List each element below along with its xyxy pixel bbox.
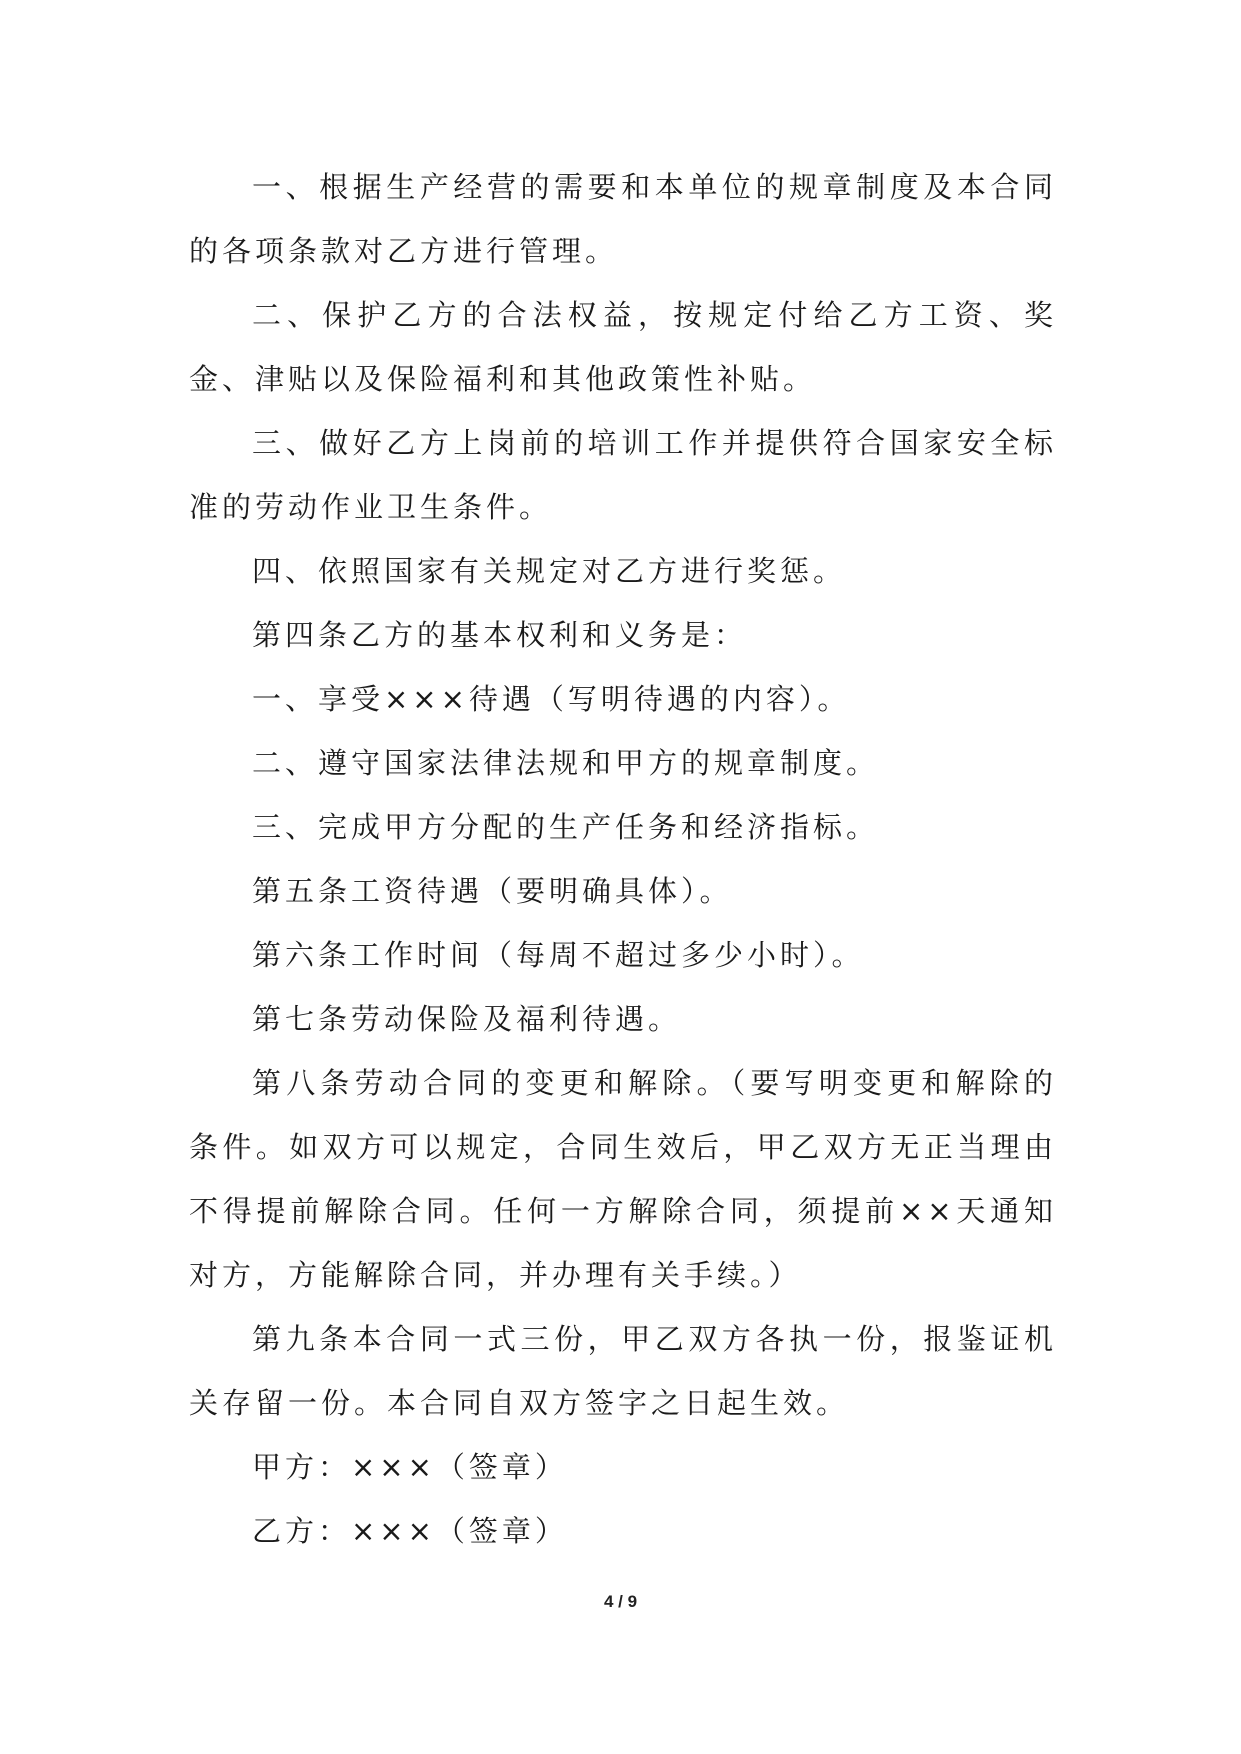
- signature-party-a: 甲方：×××（签章）: [252, 1450, 568, 1484]
- paragraph-article-5: 第五条工资待遇（要明确具体）。: [252, 874, 733, 908]
- paragraph-duty-2: 二、保护乙方的合法权益，按规定付给乙方工资、奖金、津贴以及保险福利和其他政策性补贴。: [189, 298, 1057, 396]
- page-number: 4 / 9: [603, 1592, 638, 1611]
- paragraph-duty-3: 三、做好乙方上岗前的培训工作并提供符合国家安全标准的劳动作业卫生条件。: [189, 426, 1057, 524]
- paragraph-duty-1: 一、根据生产经营的需要和本单位的规章制度及本合同的各项条款对乙方进行管理。: [189, 170, 1057, 268]
- paragraph-right-2: 二、遵守国家法律法规和甲方的规章制度。: [252, 746, 880, 780]
- paragraph-right-3: 三、完成甲方分配的生产任务和经济指标。: [252, 810, 880, 844]
- paragraph-article-7: 第七条劳动保险及福利待遇。: [252, 1002, 682, 1036]
- paragraph-duty-4: 四、依照国家有关规定对乙方进行奖惩。: [252, 554, 847, 588]
- paragraph-right-1: 一、享受×××待遇（写明待遇的内容）。: [252, 682, 851, 716]
- document-body: [189, 155, 1057, 1563]
- paragraph-article-4: 第四条乙方的基本权利和义务是：: [252, 618, 748, 652]
- paragraph-article-9: 第九条本合同一式三份，甲乙双方各执一份，报鉴证机关存留一份。本合同自双方签字之日起生效。: [189, 1322, 1057, 1420]
- paragraph-article-6: 第六条工作时间（每周不超过多少小时）。: [252, 938, 865, 972]
- paragraph-article-8: 第八条劳动合同的变更和解除。（要写明变更和解除的条件。如双方可以规定，合同生效后，甲乙双方无正当理由不得提前解除合同。任何一方解除合同，须提前××天通知对方，方能解除合同，并办理有关手续。）: [189, 1066, 1057, 1292]
- signature-party-b: 乙方：×××（签章）: [252, 1514, 568, 1548]
